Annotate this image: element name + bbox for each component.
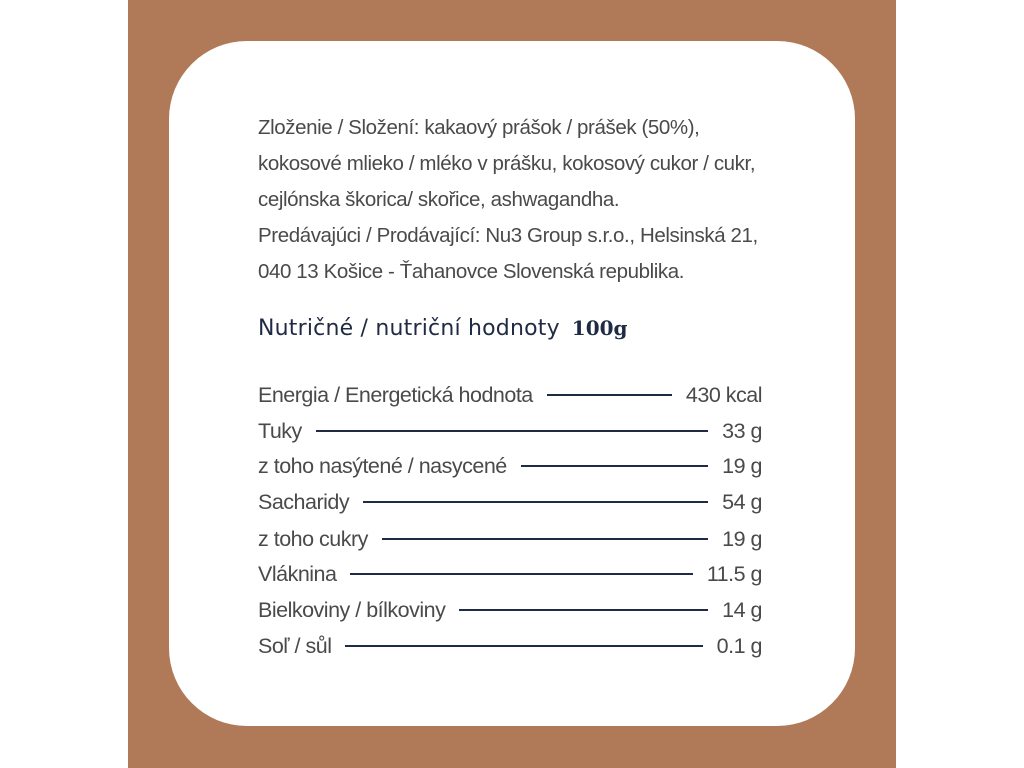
composition-line: Zloženie / Složení: kakaový prášok / prášek (50%), <box>258 116 700 139</box>
nutrition-value: 0.1 g <box>716 633 762 658</box>
nutrition-label: Soľ / sůl <box>258 633 332 658</box>
nutrition-value: 14 g <box>722 597 762 622</box>
seller-line: 040 13 Košice - Ťahanovce Slovenská republika. <box>258 260 685 283</box>
composition-text <box>258 110 778 290</box>
leader-line <box>316 430 708 432</box>
nutrition-value: 11.5 g <box>706 561 762 586</box>
nutrition-label: Sacharidy <box>258 489 350 514</box>
nutrition-row-salt <box>258 630 762 662</box>
nutrition-row-protein <box>258 594 762 626</box>
nutrition-label: z toho nasýtené / nasycené <box>258 453 507 478</box>
nutrition-row-sugars <box>258 523 762 555</box>
nutrition-value: 33 g <box>722 418 762 443</box>
nutrition-label: Bielkoviny / bílkoviny <box>258 597 446 622</box>
leader-line <box>547 394 672 396</box>
nutrition-row-fiber <box>258 558 762 590</box>
leader-line <box>345 645 702 647</box>
leader-line <box>521 465 708 467</box>
leader-line <box>363 501 708 503</box>
composition-line: kokosové mlieko / mléko v prášku, kokosový cukor / cukr, <box>258 152 756 175</box>
nutrition-row-carbs <box>258 486 762 518</box>
nutrition-label: z toho cukry <box>258 526 368 551</box>
nutrition-heading <box>258 316 628 341</box>
nutrition-value: 430 kcal <box>685 382 762 407</box>
nutrition-label: Tuky <box>258 418 302 443</box>
seller-line: Predávajúci / Prodávající: Nu3 Group s.r.o., Helsinská 21, <box>258 224 758 247</box>
leader-line <box>350 573 692 575</box>
nutrition-row-saturated <box>258 450 762 482</box>
nutrition-value: 19 g <box>722 453 762 478</box>
nutrition-label: Vláknina <box>258 561 337 586</box>
nutrition-title: Nutričné / nutriční hodnoty <box>258 316 560 341</box>
composition-line: cejlónska škorica/ skořice, ashwagandha. <box>258 188 620 211</box>
nutrition-row-fat <box>258 415 762 447</box>
nutrition-per-amount: 100g <box>571 316 628 340</box>
nutrition-label: Energia / Energetická hodnota <box>258 382 533 407</box>
leader-line <box>459 609 708 611</box>
nutrition-value: 19 g <box>722 526 762 551</box>
leader-line <box>382 538 708 540</box>
nutrition-value: 54 g <box>722 489 762 514</box>
nutrition-row-energy <box>258 379 762 411</box>
